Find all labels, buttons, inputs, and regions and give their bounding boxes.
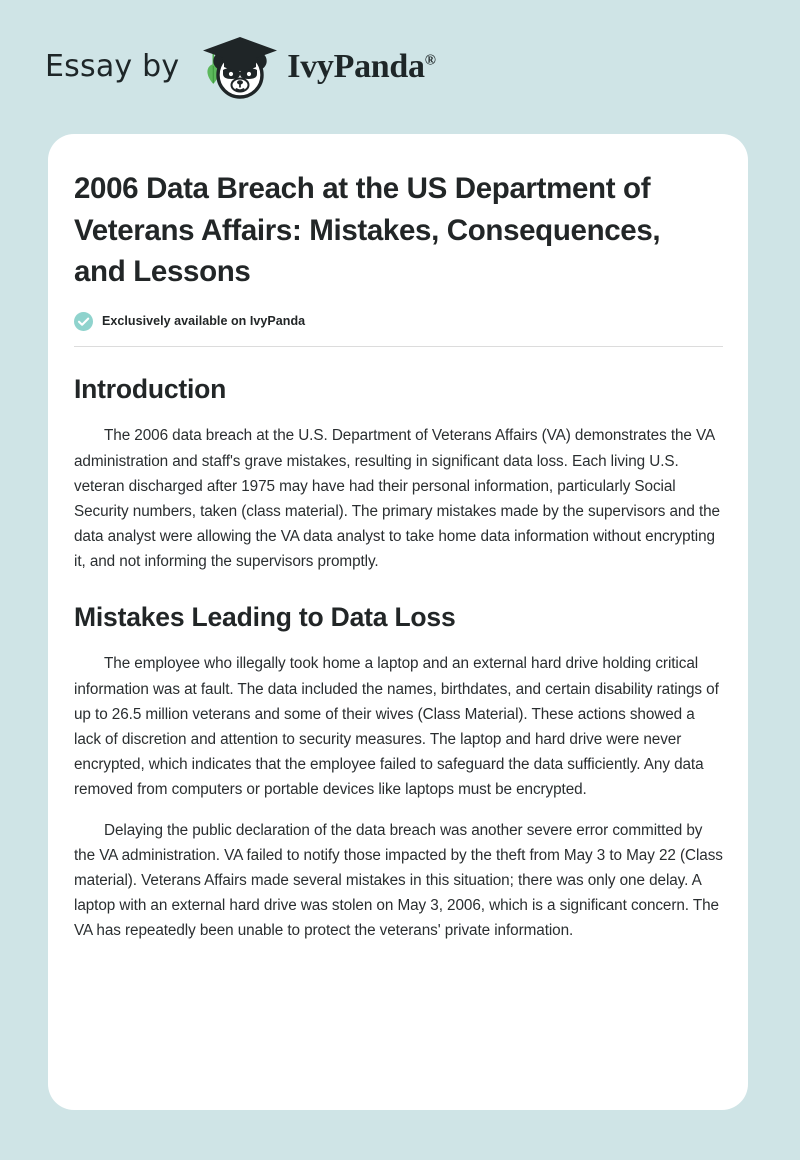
paragraph: The 2006 data breach at the U.S. Department of Veterans Affairs (VA) demonstrates the VA administration and staff's grave mistakes, resulting in significant data loss. Each living U.S. veteran discharged after 1975 may have had their personal information, particularly Social Security numbers, taken (class material). The primary mistakes made by the supervisors and the data analyst were allowing the VA data analyst to take home data information without encrypting it, and not informing the supervisors promptly. bbox=[74, 427, 720, 571]
brand-name: IvyPanda bbox=[287, 47, 425, 85]
paragraph: The employee who illegally took home a laptop and an external hard drive holding critical information was at fault. The data included the names, birthdates, and certain disability ratings of up to 26.5 million veterans and some of their wives (Class Material). These actions showed a lack of discretion and attention to security measures. The laptop and hard drive were never encrypted, which indicates that the employee failed to safeguard the data sufficiently. Any data removed from computers or portable devices like laptops must be encrypted. bbox=[74, 655, 719, 799]
paragraph: Delaying the public declaration of the data breach was another severe error committed by the VA administration. VA failed to notify those impacted by the theft from May 3 to May 22 (Class material). Veterans Affairs made several mistakes in this situation; there was only one delay. A laptop with an external hard drive was stolen on May 3, 2006, which is a significant concern. The VA has repeatedly been unable to protect the veterans' private information. bbox=[74, 821, 723, 940]
title-divider bbox=[74, 346, 723, 347]
check-circle-icon bbox=[74, 312, 93, 331]
section-heading-mistakes-leading-to-data-loss: Mistakes Leading to Data Loss bbox=[74, 601, 456, 632]
panda-graduation-cap-logo bbox=[193, 34, 281, 100]
page-title: 2006 Data Breach at the US Department of Veterans Affairs: Mistakes, Consequences, and Lessons bbox=[74, 172, 661, 288]
section-heading-introduction: Introduction bbox=[74, 373, 227, 404]
essay-by-label: Essay by bbox=[45, 48, 180, 84]
essay-paper-card bbox=[48, 134, 748, 1110]
brand-wordmark bbox=[287, 47, 436, 85]
registered-trademark-icon: ® bbox=[424, 52, 436, 69]
availability-badge bbox=[74, 312, 723, 331]
brand-header bbox=[0, 0, 800, 133]
availability-label: Exclusively available on IvyPanda bbox=[102, 314, 306, 328]
